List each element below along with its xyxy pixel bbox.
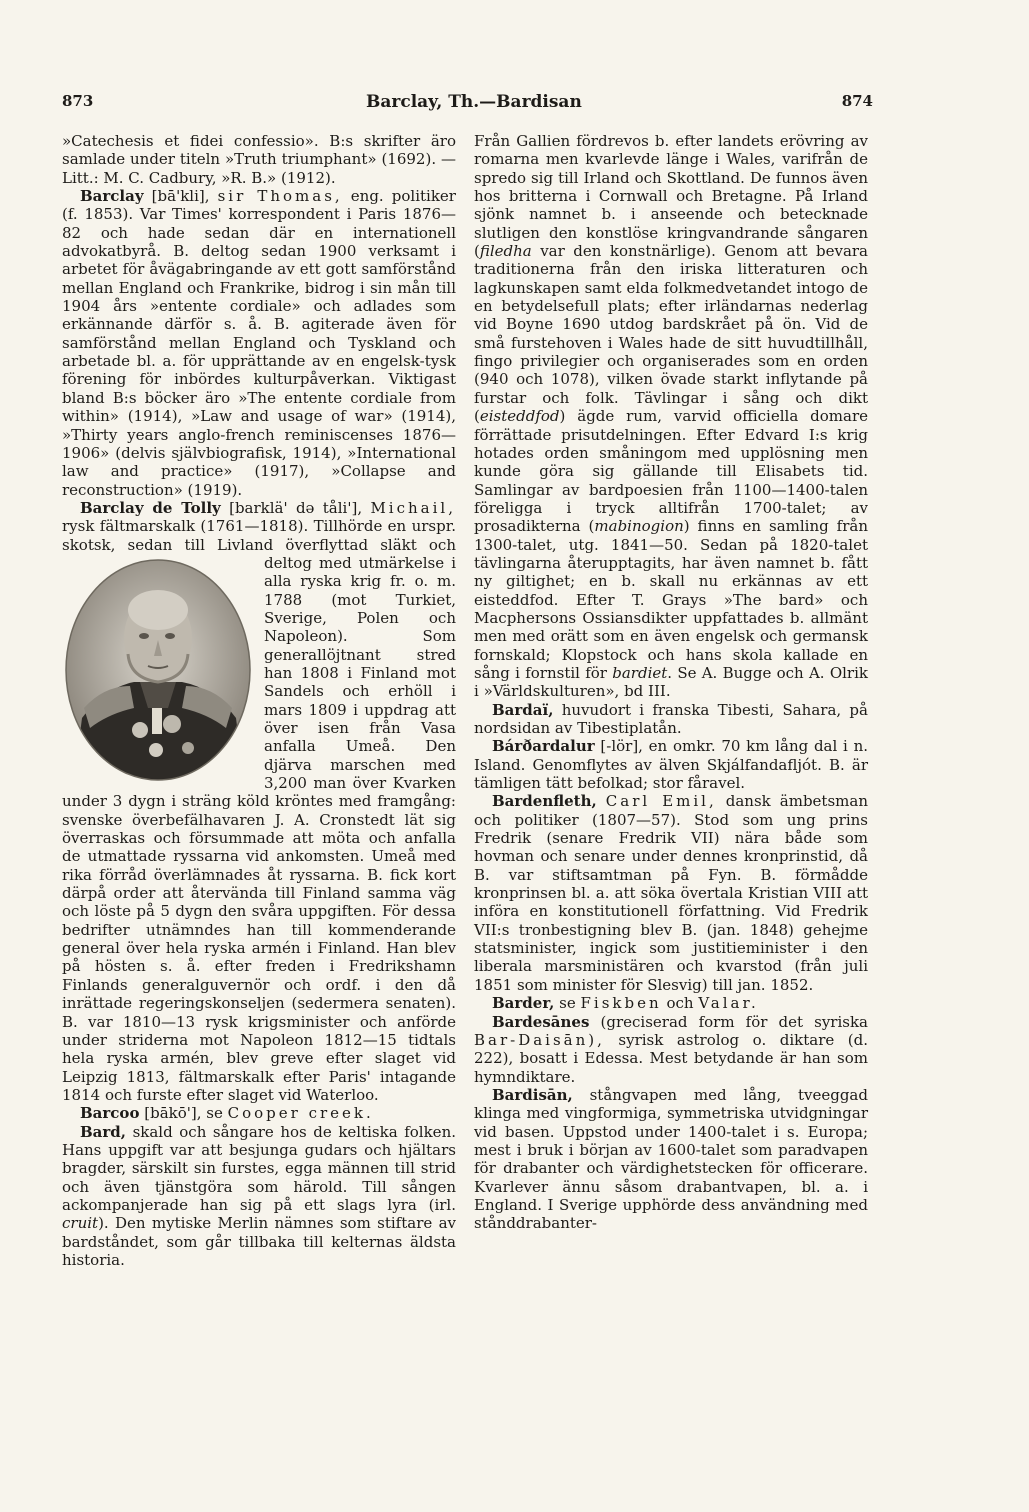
pronunciation: [bā'kli], <box>151 187 210 206</box>
italic-term: eisteddfod <box>479 407 560 426</box>
portrait-engraving <box>64 558 252 782</box>
person-name: sir Thomas, <box>217 187 343 206</box>
entry-bardai <box>474 701 868 738</box>
headword: Bárðardalur <box>492 737 595 756</box>
conjunction: och <box>666 994 694 1013</box>
headword: Barder, <box>492 994 555 1013</box>
pronunciation: [bākō'], <box>144 1104 202 1123</box>
headword: Bardisān, <box>492 1085 573 1104</box>
headword: Barclay <box>80 187 144 206</box>
entry-barclay-de-tolly <box>62 499 456 1104</box>
entry-bardisan <box>474 1086 868 1233</box>
italic-term: cruit <box>62 1214 99 1233</box>
person-name: Carl Emil, <box>605 792 717 811</box>
italic-term: filedha <box>479 242 532 261</box>
cross-reference: Cooper creek. <box>227 1104 374 1123</box>
cross-reference: Valar. <box>698 994 759 1013</box>
entry-text: (greciserad form för det syriska <box>600 1012 868 1031</box>
entry-text: dansk ämbetsman och politiker (1807—57). Stod som ung prins Fredrik (senare Fredrik VII) nära både som hovman och senare under dennes kronprinstid, då B. var stiftsamtman på Fyn. B. förmådde kronprinsen bl. a. att söka övertala Kristian VIII att införa en konstitutionell författning. Vid Fredrik VII:s tronbestigning blev B. (jan. 1848) gehejme statsminister, ingick som justitieminister i den liberala marsministären och kvarstod (från juli 1851 som minister för Slesvig) till jan. 1852. <box>474 792 868 994</box>
person-name: Michail, <box>370 498 456 517</box>
headword: Bard, <box>80 1122 127 1141</box>
entry-bardenfleth <box>474 792 868 994</box>
italic-term: mabinogion <box>594 517 684 536</box>
entry-bardesanes <box>474 1013 868 1086</box>
entry-text: [-lör], en omkr. 70 km lång dal i n. Island. Genomflytes av älven Skjálfandafljót. B. är tämligen tätt befolkad; stor fåravel. <box>474 737 868 793</box>
entry-barclay-thomas <box>62 187 456 499</box>
column-number-right: 874 <box>841 92 873 110</box>
entry-text: . Se A. Bugge och A. Olrik i »Världskulturen», bd III. <box>474 663 868 701</box>
headword: Barclay de Tolly <box>80 498 221 517</box>
entry-text: huvudort i franska Tibesti, Sahara, på nordsidan av Tibestiplatån. <box>474 700 868 737</box>
entry-text: i alla ryska krig fr. o. m. 1788 (mot Turkiet, Sverige, Polen och Napoleon). Som generallöjtnant stred han 1808 i Finland mot Sandels och erhöll i mars 1809 i uppdrag att över isen från Vasa anfalla Umeå. Den djärva marschen med 3,200 man över Kvarken under 3 dygn i sträng köld kröntes med framgång: svenske överbefälhavaren J. A. Cronstedt lät sig överraskas och försummade att möta och anfalla de utmattade ryssarna vid ankomsten. Umeå med rika förråd överlämnades åt ryssarna. B. fick kort därpå order att återvända till Finland samma väg och löste på 5 dygn den svåra uppgiften. För dessa bedrifter utnämndes han till kommenderande general över hela ryska armén i Finland. Han blev på hösten s. å. efter freden i Fredrikshamn Finlands generalguvernör och ordf. i den då inrättade regeringskonseljen (sedermera senaten). B. var 1810—13 rysk krigsminister och anförde under striderna mot Napoleon 1812—15 tidtals hela ryska armén, blev greve efter slaget vid Leipzig 1813, fältmarskalk efter Paris' intagande 1814 och furste efter slaget vid Waterloo. <box>62 553 456 1104</box>
running-head: Barclay, Th.—Bardisan <box>366 92 582 112</box>
entry-text: eng. politiker (f. 1853). Var Times' korrespondent i Paris 1876—82 och hade sedan där en internationell advokatbyrå. B. deltog sedan 1900 verksamt i arbetet för åvägabringande av ett gott samförstånd mellan England och Frankrike, bidrog i sin mån till 1904 års »entente cordiale» och adlades som erkännande därför s. å. B. agiterade även för samförstånd mellan England och Tyskland och arbetade bl. a. för upprättande av en engelsk-tysk förening för inbördes kulturpåverkan. Viktigast bland B:s böcker äro »The entente cordiale from within» (1914), »Law and usage of war» (1914), »Thirty years anglo-french reminiscenses 1876—1906» (delvis självbiografisk, 1914), »International law and practice» (1917), »Collapse and reconstruction» (1919). <box>62 187 456 499</box>
entry-text: ) finns en samling från 1300-talet, utg. 1841—50. Sedan på 1820-talet tävlingarna återupptagits, har även namnet b. fått ny giltighet; en b. skall nu erkännas av ett eisteddfod. Efter T. Grays »The bard» och Macphersons Ossiansdikter uppfattades b. allmänt men med orätt som en även engelsk och germansk fornskald; Klopstock och hans skola kallade en sång i fornstil för <box>474 517 868 682</box>
right-column <box>474 132 868 1233</box>
entry-continuation <box>62 132 456 187</box>
entry-text: rysk fältmarskalk (1761—1818). Tillhörde en urspr. skotsk, sedan till Livland överflyttad släkt och deltog med utmärkelse <box>62 517 456 572</box>
see-word: se <box>206 1104 223 1123</box>
entry-text: syrisk astrolog o. diktare (d. 222), bosatt i Edessa. Mest betydande är han som hymndiktare. <box>474 1030 868 1086</box>
entry-text: ) ägde rum, varvid officiella domare förrättade prisutdelningen. Efter Edvard I:s krig hotades orden småningom med upplösning men kunde göra sig gällande till Elisabets tid. Samlingar av bardpoesien från 1100—1400-talen föreligga i tryck alltifrån 1700-talet; av prosadikterna ( <box>474 407 868 536</box>
italic-term: bardiet <box>612 663 668 682</box>
entry-text: stångvapen med lång, tveeggad klinga med vingformiga, symmetriska utvidgningar vid basen. Uppstod under 1400-talet i s. Europa; mest i bruk i början av 1600-talet som paradvapen för drabanter och värdighetstecken för officerare. Kvarlever ännu såsom drabantvapen, bl. a. i England. I Sverige upphörde dess användning med stånddrabanter- <box>474 1085 868 1233</box>
cross-reference: Fiskben <box>580 994 662 1013</box>
headword: Bardaï, <box>492 700 554 719</box>
entry-barder <box>474 994 868 1012</box>
headword: Bardenfleth, <box>492 792 597 811</box>
left-column <box>62 132 456 1269</box>
headword: Bardesānes <box>492 1012 590 1031</box>
continuation-text: »Catechesis et fidei confessio». B:s skrifter äro samlade under titeln »Truth triumphant» (1692). — Litt.: M. C. Cadbury, »R. B.» (1912). <box>62 132 456 187</box>
person-name: Bar-Daisān), <box>474 1030 605 1049</box>
pronunciation: [barklä' də tåli'], <box>229 498 363 517</box>
see-word: se <box>559 994 576 1013</box>
entry-text: var den konstnärlige). Genom att bevara traditionerna från den iriska litteraturen och lagkunskapen samt elda folkmedvetandet intogo de en betydelsefull plats; efter irländarnas nederlag vid Boyne 1690 utdog bardskrået på ön. Vid de små furstehoven i Wales hade de sitt huvudtillhåll, fingo privilegier och organiserades som en orden (940 och 1078), vilken övade starkt inflytande på furstar och folk. Tävlingar i sång och dikt ( <box>474 242 868 426</box>
entry-bard <box>62 1123 456 1270</box>
entry-text: skald och sångare hos de keltiska folken. Hans uppgift var att besjunga gudars och hjältars bragder, särskilt sin furstes, egga männen till strid och även tjänstgöra som härold. Till sången ackompanjerade han sig på ett slags lyra (irl. <box>62 1122 456 1214</box>
portrait-barclay-de-tolly <box>62 557 254 783</box>
entry-barcoo <box>62 1104 456 1122</box>
entry-text: Från Gallien fördrevos b. efter landets erövring av romarna men kvarlevde länge i Wales, varifrån de spredo sig till Irland och Skottland. De funnos även hos britterna i Cornwall och Bretagne. På Irland sjönk namnet b. i anseende och betecknade slutligen den konstlöse kringvandrande sångaren ( <box>474 132 868 261</box>
entry-bardardalur <box>474 737 868 792</box>
column-number-left: 873 <box>62 92 94 110</box>
headword: Barcoo <box>80 1104 140 1123</box>
entry-text: ). Den mytiske Merlin nämnes som stiftare av bardståndet, som går tillbaka till kelternas äldsta historia. <box>62 1214 456 1269</box>
entry-bard-continued <box>474 132 868 701</box>
